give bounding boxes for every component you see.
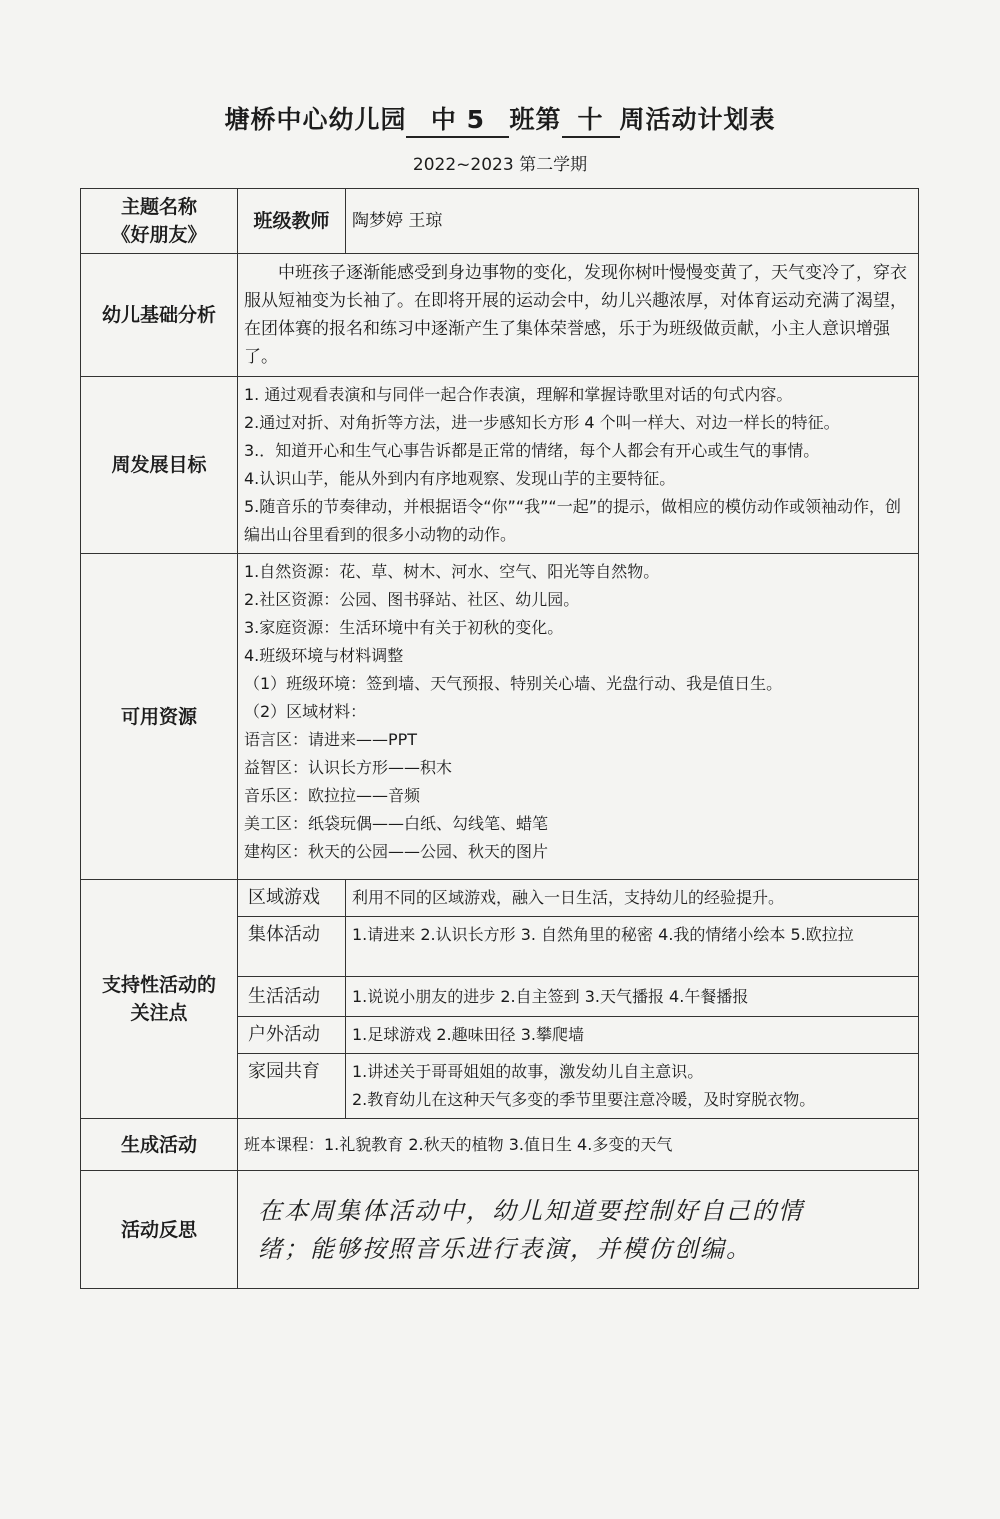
resources-list bbox=[238, 554, 919, 880]
goal-item: 4.认识山芋，能从外到内有序地观察、发现山芋的主要特征。 bbox=[244, 469, 676, 488]
goals-row bbox=[81, 377, 919, 554]
support-content: 1.说说小朋友的进步 2.自主签到 3.天气播报 4.午餐播报 bbox=[346, 977, 919, 1017]
generated-label: 生成活动 bbox=[81, 1119, 238, 1171]
resource-line: 建构区：秋天的公园——公园、秋天的图片 bbox=[244, 842, 549, 861]
support-content: 1.请进来 2.认识长方形 3. 自然角里的秘密 4.我的情绪小绘本 5.欧拉拉 bbox=[346, 917, 919, 977]
support-content-line: 1.讲述关于哥哥姐姐的故事，激发幼儿自主意识。 bbox=[352, 1062, 704, 1081]
resource-line: 3.家庭资源：生活环境中有关于初秋的变化。 bbox=[244, 618, 564, 637]
resource-line: 美工区：纸袋玩偶——白纸、勾线笔、蜡笔 bbox=[244, 814, 549, 833]
analysis-text: 中班孩子逐渐能感受到身边事物的变化，发现你树叶慢慢变黄了，天气变冷了，穿衣服从短袖变为长袖了。在即将开展的运动会中，幼儿兴趣浓厚，对体育运动充满了渴望，在团体赛的报名和练习中逐渐产生了集体荣誉感，乐于为班级做贡献，小主人意识增强了。 bbox=[238, 254, 919, 377]
goals-label: 周发展目标 bbox=[81, 377, 238, 554]
reflection-line: 在本周集体活动中，幼儿知道要控制好自己的情 bbox=[258, 1196, 804, 1225]
support-label-line1: 支持性活动的 bbox=[101, 974, 216, 996]
reflection-handwriting bbox=[238, 1171, 919, 1289]
support-name: 家园共育 bbox=[238, 1054, 346, 1119]
theme-label bbox=[81, 189, 238, 254]
goal-item: 5.随音乐的节奏律动，并根据语令“你”“我”“一起”的提示，做相应的模仿动作或领袖动作，创编出山谷里看到的很多小动物的动作。 bbox=[244, 497, 902, 544]
theme-label-line2: 《好朋友》 bbox=[111, 224, 207, 246]
resource-line: 1.自然资源：花、草、树木、河水、空气、阳光等自然物。 bbox=[244, 562, 660, 581]
support-name: 生活活动 bbox=[238, 977, 346, 1017]
goals-list bbox=[238, 377, 919, 554]
resources-label: 可用资源 bbox=[81, 554, 238, 880]
support-content: 1.足球游戏 2.趣味田径 3.攀爬墙 bbox=[346, 1017, 919, 1054]
goal-item: 3.．知道开心和生气心事告诉都是正常的情绪，每个人都会有开心或生气的事情。 bbox=[244, 441, 820, 460]
theme-label-line1: 主题名称 bbox=[120, 196, 197, 218]
resource-line: 4.班级环境与材料调整 bbox=[244, 646, 404, 665]
week-word: 周活动计划表 bbox=[619, 105, 776, 134]
page-title bbox=[0, 100, 1000, 138]
teacher-names: 陶梦婷 王琼 bbox=[346, 189, 919, 254]
generated-row bbox=[81, 1119, 919, 1171]
support-label bbox=[81, 880, 238, 1119]
resource-line: 音乐区：欧拉拉——音频 bbox=[244, 786, 421, 805]
resource-line: 语言区：请进来——PPT bbox=[244, 730, 418, 749]
analysis-row bbox=[81, 254, 919, 377]
resource-line: 益智区：认识长方形——积木 bbox=[244, 758, 453, 777]
class-word: 班第 bbox=[509, 105, 562, 134]
support-content-line: 2.教育幼儿在这种天气多变的季节里要注意冷暖，及时穿脱衣物。 bbox=[352, 1090, 816, 1109]
resource-line: （2）区域材料： bbox=[244, 702, 367, 721]
reflection-row bbox=[81, 1171, 919, 1289]
support-row-area bbox=[81, 880, 919, 917]
support-content: 利用不同的区域游戏，融入一日生活，支持幼儿的经验提升。 bbox=[346, 880, 919, 917]
support-label-line2: 关注点 bbox=[130, 1002, 188, 1024]
resource-line: 2.社区资源：公园、图书驿站、社区、幼儿园。 bbox=[244, 590, 580, 609]
generated-text: 班本课程：1.礼貌教育 2.秋天的植物 3.值日生 4.多变的天气 bbox=[238, 1119, 919, 1171]
support-name: 户外活动 bbox=[238, 1017, 346, 1054]
support-name: 集体活动 bbox=[238, 917, 346, 977]
reflection-label: 活动反思 bbox=[81, 1171, 238, 1289]
teacher-label: 班级教师 bbox=[238, 189, 346, 254]
analysis-label: 幼儿基础分析 bbox=[81, 254, 238, 377]
reflection-line: 绪；能够按照音乐进行表演，并模仿创编。 bbox=[258, 1234, 752, 1263]
week-blank: 十 bbox=[562, 100, 620, 138]
goal-item: 1. 通过观看表演和与同伴一起合作表演，理解和掌握诗歌里对话的句式内容。 bbox=[244, 385, 793, 404]
goal-item: 2.通过对折、对角折等方法，进一步感知长方形 4 个叫一样大、对边一样长的特征。 bbox=[244, 413, 840, 432]
support-name: 区域游戏 bbox=[238, 880, 346, 917]
class-blank: 中 5 bbox=[406, 100, 509, 138]
resources-row bbox=[81, 554, 919, 880]
school-name: 塘桥中心幼儿园 bbox=[224, 105, 407, 134]
support-content bbox=[346, 1054, 919, 1119]
theme-row bbox=[81, 189, 919, 254]
semester: 2022~2023 第二学期 bbox=[412, 155, 588, 175]
plan-table bbox=[80, 188, 919, 1289]
resource-line: （1）班级环境：签到墙、天气预报、特别关心墙、光盘行动、我是值日生。 bbox=[244, 674, 783, 693]
